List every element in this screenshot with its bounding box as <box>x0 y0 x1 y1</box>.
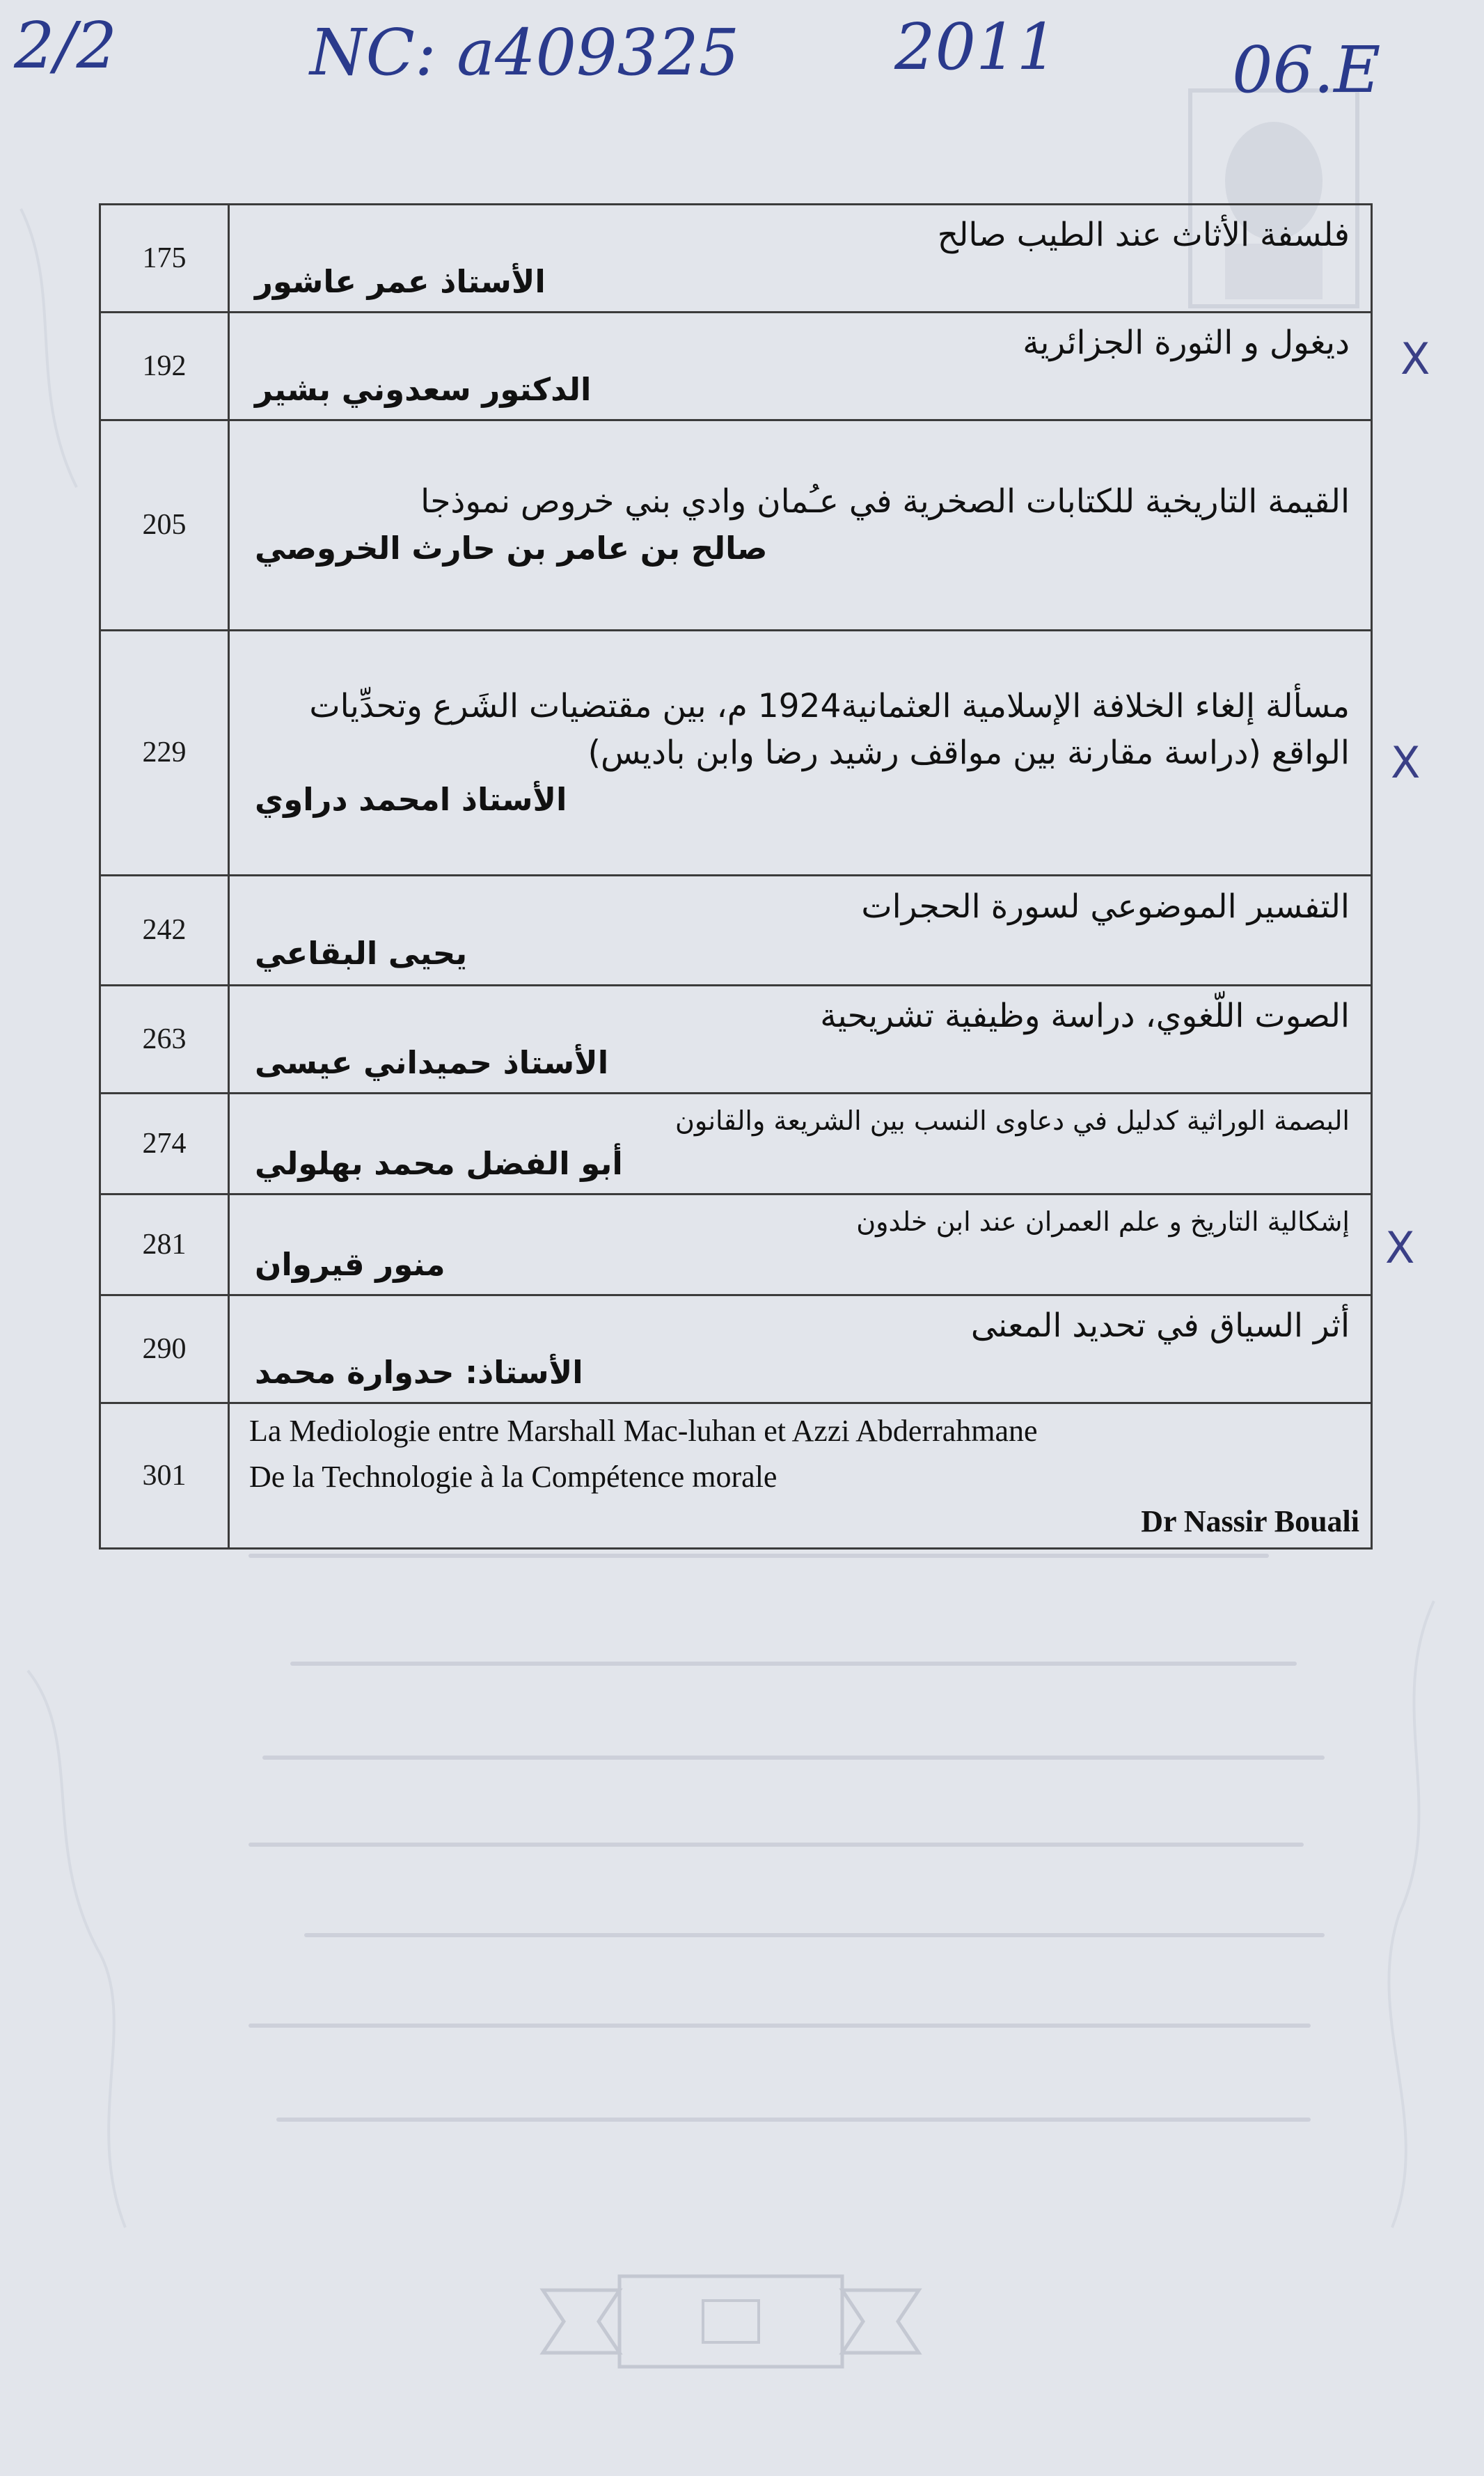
article-title: فلسفة الأثاث عند الطيب صالح <box>937 216 1350 254</box>
article-title: ديغول و الثورة الجزائرية <box>1023 323 1350 362</box>
page-number: 175 <box>100 205 229 313</box>
handwritten-reference-number: NC: a409325 <box>310 15 740 90</box>
toc-entry <box>229 1093 1372 1194</box>
toc-entry <box>229 985 1372 1093</box>
page-number: 192 <box>100 312 229 420</box>
toc-entry <box>229 1403 1372 1549</box>
faint-footer-ornament <box>536 2262 926 2381</box>
article-author: الدكتور سعدوني بشير <box>255 370 592 408</box>
toc-row <box>100 985 1372 1093</box>
toc-entry <box>229 1194 1372 1295</box>
article-author: الأستاذ امحمد دراوي <box>255 780 567 818</box>
toc-entry <box>229 420 1372 630</box>
toc-row <box>100 420 1372 630</box>
article-author: منور قيروان <box>255 1246 445 1284</box>
handwritten-x-mark: X <box>1391 737 1421 788</box>
toc-row <box>100 1295 1372 1403</box>
article-author: الأستاذ: حدوارة محمد <box>255 1354 583 1391</box>
page-number: 281 <box>100 1194 229 1295</box>
toc-entry <box>229 312 1372 420</box>
page-number: 274 <box>100 1093 229 1194</box>
handwritten-x-mark: X <box>1385 1222 1415 1273</box>
toc-row <box>100 1093 1372 1194</box>
article-title: أثر السياق في تحديد المعنى <box>970 1307 1350 1346</box>
toc-row <box>100 205 1372 313</box>
article-author: الأستاذ عمر عاشور <box>255 262 546 300</box>
toc-row <box>100 1194 1372 1295</box>
page-number: 290 <box>100 1295 229 1403</box>
toc-entry <box>229 875 1372 985</box>
table-of-contents <box>99 203 1373 1550</box>
article-author: الأستاذ حميداني عيسى <box>255 1043 609 1081</box>
toc-row <box>100 1403 1372 1549</box>
article-author: أبو الفضل محمد بهلولي <box>255 1144 623 1182</box>
page-number: 205 <box>100 420 229 630</box>
article-title: البصمة الوراثية كدليل في دعاوى النسب بين الشريعة والقانون <box>674 1105 1350 1136</box>
toc-entry <box>229 1295 1372 1403</box>
page-number: 301 <box>100 1403 229 1549</box>
article-title: القيمة التاريخية للكتابات الصخرية في عـُمان وادي بني خروص نموذجا <box>420 482 1350 521</box>
page-number: 242 <box>100 875 229 985</box>
page-number: 229 <box>100 630 229 875</box>
handwritten-x-mark: X <box>1400 333 1430 384</box>
toc-entry <box>229 630 1372 875</box>
article-title-line-1: La Mediologie entre Marshall Mac-luhan et Azzi Abderrahmane <box>249 1414 1038 1449</box>
article-title-line-2: De la Technologie à la Compétence morale <box>249 1460 777 1495</box>
toc-row <box>100 630 1372 875</box>
handwritten-page-marker: 2/2 <box>14 8 118 83</box>
handwritten-year: 2011 <box>894 10 1058 84</box>
article-title: مسألة إلغاء الخلافة الإسلامية العثمانية1924 م، بين مقتضيات الشَرع وتحدِّيات الواقع (دراسة مقارنة بين مواقف رشيد رضا وابن باديس) <box>309 687 1350 772</box>
article-title: الصوت اللّغوي، دراسة وظيفية تشريحية <box>820 996 1350 1035</box>
article-author: يحيى البقاعي <box>255 935 468 972</box>
article-author: Dr Nassir Bouali <box>1141 1504 1359 1539</box>
handwritten-shelf-code: 06.E <box>1232 33 1381 107</box>
article-title: إشكالية التاريخ و علم العمران عند ابن خلدون <box>856 1206 1350 1238</box>
toc-entry <box>229 205 1372 313</box>
page-number: 263 <box>100 985 229 1093</box>
article-author: صالح بن عامر بن حارث الخروصي <box>255 530 768 567</box>
toc-row <box>100 312 1372 420</box>
toc-row <box>100 875 1372 985</box>
article-title: التفسير الموضوعي لسورة الحجرات <box>861 888 1350 926</box>
